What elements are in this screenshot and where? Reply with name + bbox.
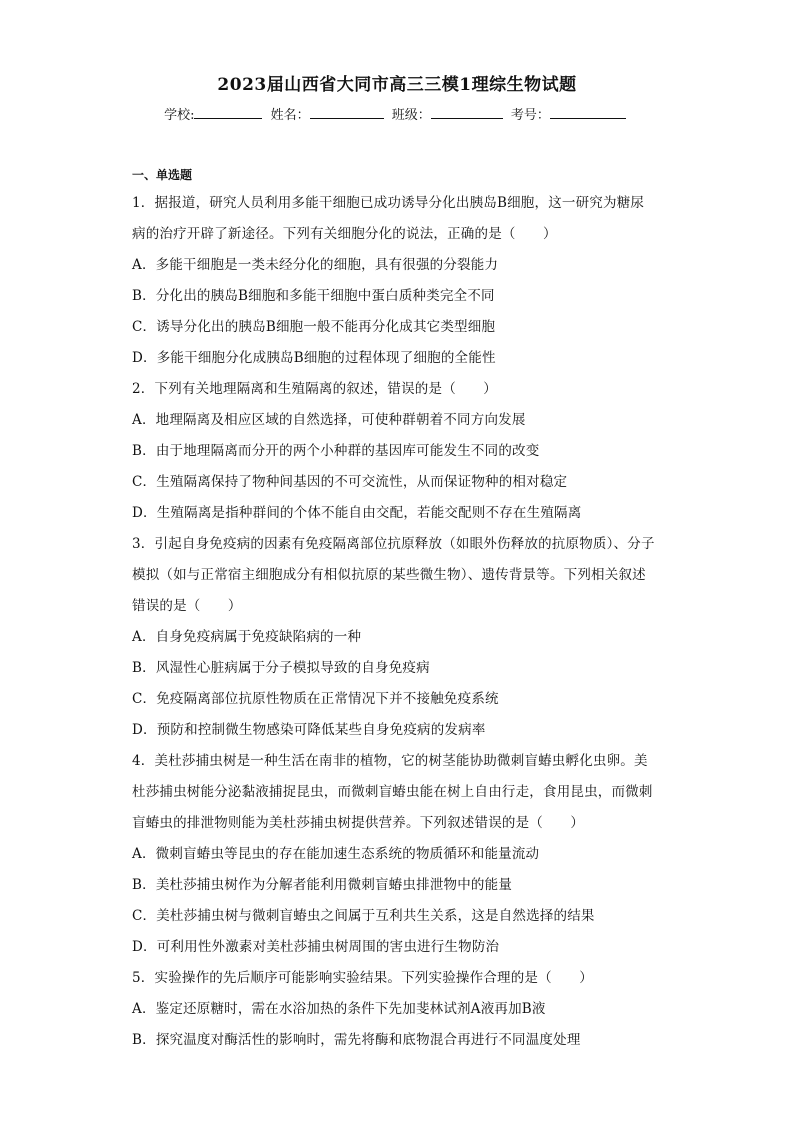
question-5-option-a: A．鉴定还原糖时，需在水浴加热的条件下先加斐林试剂A液再加B液 — [132, 1001, 546, 1017]
question-4-option-a: A．微刺盲蝽虫等昆虫的存在能加速生态系统的物质循环和能量流动 — [132, 846, 540, 862]
question-4-option-b: B．美杜莎捕虫树作为分解者能利用微刺盲蝽虫排泄物中的能量 — [132, 877, 513, 893]
section-heading: 一、单选题 — [132, 168, 193, 182]
question-1-option-d: D．多能干细胞分化成胰岛B细胞的过程体现了细胞的全能性 — [132, 350, 496, 366]
question-4-option-d: D．可利用性外激素对美杜莎捕虫树周围的害虫进行生物防治 — [132, 939, 500, 955]
question-3-option-c: C．免疫隔离部位抗原性物质在正常情况下并不接触免疫系统 — [132, 691, 499, 707]
question-1-option-a: A．多能干细胞是一类未经分化的细胞，具有很强的分裂能力 — [132, 257, 499, 273]
question-4-stem-line-1: 4．美杜莎捕虫树是一种生活在南非的植物，它的树茎能协助微刺盲蝽虫孵化虫卵。美 — [132, 753, 648, 769]
question-5-option-b: B．探究温度对酶活性的影响时，需先将酶和底物混合再进行不同温度处理 — [132, 1032, 581, 1048]
question-2-option-d: D．生殖隔离是指种群间的个体不能自由交配，若能交配则不存在生殖隔离 — [132, 505, 582, 521]
number-blank[interactable] — [550, 104, 626, 119]
question-list — [132, 188, 672, 1056]
number-label: 考号： — [510, 108, 550, 123]
question-3-stem-line-2: 模拟（如与正常宿主细胞成分有相似抗原的某些微生物）、遗传背景等。下列相关叙述 — [132, 567, 646, 583]
question-2-option-b: B．由于地理隔离而分开的两个小种群的基因库可能发生不同的改变 — [132, 443, 540, 459]
question-5-stem-line-1: 5．实验操作的先后顺序可能影响实验结果。下列实验操作合理的是（ ） — [132, 970, 593, 986]
question-3-stem-line-1: 3．引起自身免疫病的因素有免疫隔离部位抗原释放（如眼外伤释放的抗原物质）、分子 — [132, 536, 655, 552]
question-1-option-c: C．诱导分化出的胰岛B细胞一般不能再分化成其它类型细胞 — [132, 319, 496, 335]
question-1-stem-line-2: 病的治疗开辟了新途径。下列有关细胞分化的说法，正确的是（ ） — [132, 226, 557, 242]
question-2-option-a: A．地理隔离及相应区域的自然选择，可使种群朝着不同方向发展 — [132, 412, 526, 428]
question-3-option-d: D．预防和控制微生物感染可降低某些自身免疫病的发病率 — [132, 722, 486, 738]
question-1-option-b: B．分化出的胰岛B细胞和多能干细胞中蛋白质种类完全不同 — [132, 288, 495, 304]
question-4-stem-line-3: 盲蝽虫的排泄物则能为美杜莎捕虫树提供营养。下列叙述错误的是（ ） — [132, 815, 585, 831]
class-blank[interactable] — [431, 104, 503, 119]
school-label: 学校: — [164, 108, 195, 123]
school-blank[interactable] — [194, 104, 262, 119]
question-3-stem-line-3: 错误的是（ ） — [132, 598, 242, 614]
question-3-option-b: B．风湿性心脏病属于分子模拟导致的自身免疫病 — [132, 660, 430, 676]
name-label: 姓名： — [270, 108, 310, 123]
name-blank[interactable] — [310, 104, 384, 119]
question-1-stem-line-1: 1．据报道，研究人员利用多能干细胞已成功诱导分化出胰岛B细胞，这一研究为糖尿 — [132, 195, 645, 211]
question-3-option-a: A．自身免疫病属于免疫缺陷病的一种 — [132, 629, 362, 645]
question-4-stem-line-2: 杜莎捕虫树能分泌黏液捕捉昆虫，而微刺盲蝽虫能在树上自由行走，食用昆虫，而微刺 — [132, 784, 653, 800]
question-2-option-c: C．生殖隔离保持了物种间基因的不可交流性，从而保证物种的相对稳定 — [132, 474, 568, 490]
student-info-line — [0, 104, 794, 123]
question-4-option-c: C．美杜莎捕虫树与微刺盲蝽虫之间属于互利共生关系，这是自然选择的结果 — [132, 908, 595, 924]
class-label: 班级： — [391, 108, 431, 123]
document-title: 2023届山西省大同市高三三模1理综生物试题 — [217, 75, 577, 95]
question-2-stem-line-1: 2．下列有关地理隔离和生殖隔离的叙述，错误的是（ ） — [132, 381, 497, 397]
